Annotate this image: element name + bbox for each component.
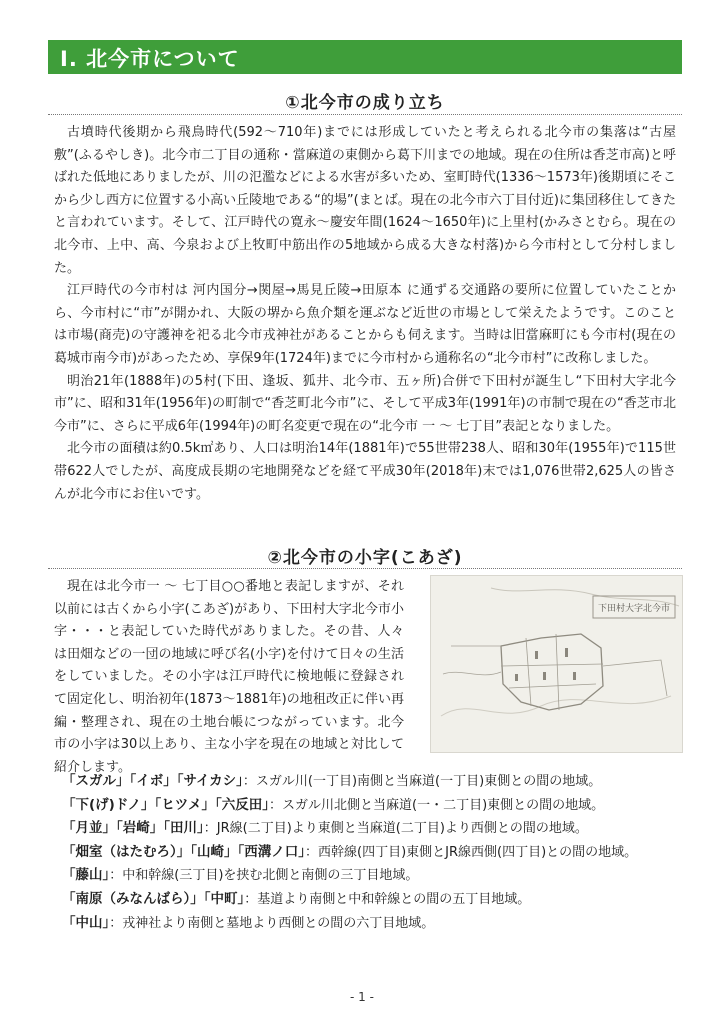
chapter-header (48, 40, 682, 74)
koaza-names: 「下(げ)ドノ」「ヒツメ」「六反田」 (62, 796, 270, 813)
koaza-description: ：スガル川(一丁目)南側と当麻道(一丁目)東側との間の地域。 (242, 774, 602, 789)
koaza-names: 「中山」 (62, 914, 110, 931)
koaza-names: 「スガル」「イボ」「サイカシ」 (62, 773, 243, 789)
page-number: - 1 - (350, 990, 374, 1004)
section-title-origin: ①北今市の成り立ち (285, 93, 445, 113)
koaza-item (62, 912, 682, 936)
historical-map-image (430, 575, 683, 753)
koaza-names: 「畑室（はたむろ）」「山崎」「西溝ノ口」 (62, 843, 305, 860)
paragraph: 現在は北今市一 〜 七丁目○○番地と表記しますが、それ以前には古くから小字(こあざ)があり、下田村大字北今市小字・・・と表記していた時代がありました。その昔、人々は田畑などの一団の地域に呼び名(小字)を付けて日々の生活をしていました。その小字は江戸時代に検地帳に登録されて固定化し、明治初年(1873〜1881年)の地租改正に伴い再編・整理され、現在の土地台帳につながっています。北今市の小字は30以上あり、主な小字を現在の地域と対比して紹介します。 (54, 579, 404, 775)
section-body-origin (54, 122, 676, 506)
koaza-item (62, 794, 682, 818)
koaza-item (62, 841, 682, 865)
koaza-description: ：JR線(二丁目)より東側と当麻道(二丁目)より西側との間の地域。 (203, 821, 588, 837)
section-title-koaza: ②北今市の小字(こあざ) (267, 548, 463, 568)
chapter-title: I. 北今市について (60, 47, 240, 71)
section-body-koaza (54, 576, 404, 779)
koaza-description: ：スガル川北側と当麻道(一・二丁目)東側との間の地域。 (269, 797, 605, 813)
paragraph: 古墳時代後期から飛鳥時代(592〜710年)までには形成していたと考えられる北今市の集落は“古屋敷”(ふるやしき)。北今市二丁目の通称・當麻道の東側から葛下川までの地域。現在の住所は香芝市高)と呼ばれた低地にありましたが、川の氾濫などによる水害が多いため、室町時代(1336〜1573年)後期頃にそこから少し西方に位置する小高い丘陵地である“的場”(まとば。現在の北今市六丁目付近)に集団移住してきたと言われています。そして、江戸時代の寛永〜慶安年間(1624〜1650年)に上里村(かみさとむら。現在の北今市、上中、高、今泉および上牧町中筋出作の5地域から成る大きな村落)から今市村として分村しました。 (54, 125, 676, 276)
koaza-names: 「藤山」 (62, 867, 110, 884)
map-label: 下田村大字北今市 (597, 604, 671, 614)
koaza-description: ：基道より南側と中和幹線との間の五丁目地域。 (244, 891, 531, 907)
koaza-names: 「月並」「岩崎」「田川」 (62, 820, 204, 837)
koaza-item (62, 817, 682, 841)
koaza-item (62, 770, 682, 794)
section-divider (48, 568, 682, 569)
paragraph: 江戸時代の今市村は 河内国分→関屋→馬見丘陵→田原本 に通ずる交通路の要所に位置していたことから、今市村に“市”が開かれ、大阪の堺から魚介類を運ぶなど近世の市場として栄えたようです。このことは市場(商売)の守護神を祀る北今市戎神社があることからも伺えます。当時は旧當麻町にも今市村(現在の葛城市南今市)があったため、享保9年(1724年)までに今市村から通称名の“北今市村”に改称しました。 (54, 283, 676, 366)
koaza-list (62, 770, 682, 935)
koaza-description: ：西幹線(四丁目)東側とJR線西側(四丁目)との間の地域。 (305, 844, 638, 860)
koaza-description: ：中和幹線(三丁目)を挟む北側と南側の三丁目地域。 (109, 868, 419, 884)
section-divider (48, 114, 682, 115)
paragraph: 明治21年(1888年)の5村(下田、逢坂、狐井、北今市、五ヶ所)合併で下田村が誕生し“下田村大字北今市”に、昭和31年(1956年)の町制で“香芝町北今市”に、そして平成3年(1991年)の市制で現在の“香芝市北今市”に、さらに平成6年(1994年)の町名変更で現在の“北今市 一 〜 七丁目”表記となりました。 (54, 373, 676, 434)
koaza-item (62, 864, 682, 888)
koaza-item (62, 888, 682, 912)
paragraph: 北今市の面積は約0.5k㎡あり、人口は明治14年(1881年)で55世帯238人、昭和30年(1955年)で115世帯622人でしたが、高度成長期の宅地開発などを経て平成30年(2018年)末では1,076世帯2,625人の皆さんが北今市にお住いです。 (54, 441, 676, 502)
koaza-names: 「南原（みなんばら）」「中町」 (62, 890, 245, 907)
koaza-description: ：戎神社より南側と墓地より西側との間の六丁目地域。 (109, 915, 435, 931)
